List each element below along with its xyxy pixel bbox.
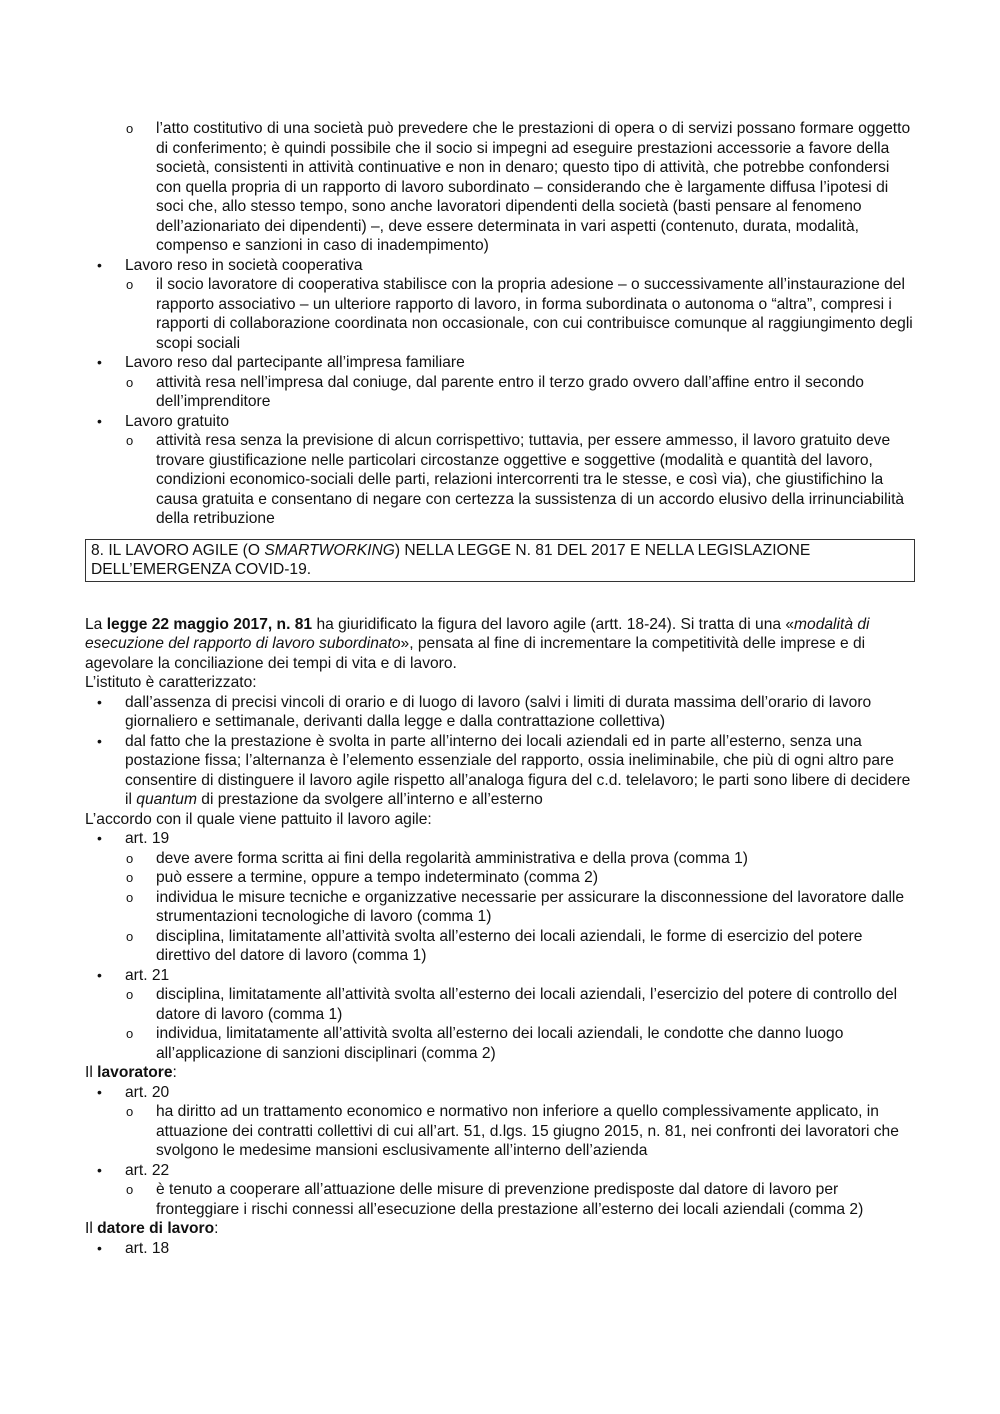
- sub-bullet-icon: o: [126, 374, 134, 390]
- list-item: [85, 119, 915, 256]
- list-item: [85, 732, 915, 810]
- sub-bullet-icon: o: [126, 850, 134, 866]
- bullet-icon: •: [97, 354, 102, 370]
- section-heading-text: ) NELLA LEGGE N. 81 DEL 2017 E NELLA LEGISLAZIONE DELL’EMERGENZA COVID-19.: [91, 541, 811, 578]
- list-item: [85, 412, 915, 432]
- list-item: [85, 868, 915, 888]
- document-page: [85, 119, 915, 1258]
- sub-item-text: attività resa senza la previsione di alcun corrispettivo; tuttavia, per essere ammesso, il lavoro gratuito deve trovare giustificazione nelle particolari circostanze oggettive e soggettive (modalità e quantità del lavoro, condizioni economico-sociali delle parti, relazioni intercorrenti tra le stesse, e così via), che giustifichino la causa gratuita e consentano di negare con certezza la sussistenza di un accordo elusivo della irrinunciabilità della retribuzione: [156, 432, 905, 527]
- sub-bullet-icon: o: [126, 928, 134, 944]
- bullet-icon: •: [97, 1161, 102, 1178]
- sub-item-text: individua, limitatamente all’attività svolta all’esterno dei locali aziendali, le condotte che danno luogo all’applicazione di sanzioni disciplinari (comma 2): [156, 1025, 844, 1062]
- item-text-emphasis: quantum: [136, 791, 197, 808]
- list-item: [85, 985, 915, 1024]
- intro-text: La: [85, 615, 107, 633]
- sub-bullet-icon: o: [126, 987, 134, 1002]
- sub-item-text: disciplina, limitatamente all’attività svolta all’esterno dei locali aziendali, l’esercizio del potere di controllo del datore di lavoro (comma 1): [156, 986, 898, 1023]
- list-item: [85, 1161, 915, 1181]
- item-text: art. 18: [125, 1239, 170, 1257]
- item-text: [125, 733, 910, 809]
- sub-bullet-icon: o: [126, 1026, 134, 1041]
- intro-text: », pensata al fine di incrementare la competitività delle imprese e di agevolare la conciliazione dei tempi di vita e di lavoro.: [85, 635, 866, 672]
- sub-bullet-icon: o: [126, 121, 134, 136]
- item-text: art. 21: [125, 966, 170, 984]
- item-text-part: di prestazione da svolgere all’interno e all’esterno: [196, 791, 543, 808]
- item-text-part: dal fatto che la prestazione è svolta in parte all’interno dei locali aziendali ed in parte all’esterno, senza una postazione fissa; l’alternanza è l’elemento essenziale del rapporto, ossia ineliminabile, che più di ogni altro pare consentire di distinguere il lavoro agile rispetto all’analoga figura del c.d. telelavoro; le parti sono libere di decidere il: [125, 732, 911, 808]
- sub-bullet-icon: o: [126, 1182, 134, 1197]
- law-reference: legge 22 maggio 2017, n. 81: [106, 615, 313, 633]
- item-text: Lavoro reso in società cooperativa: [125, 256, 363, 274]
- item-text: dall’assenza di precisi vincoli di orario e di luogo di lavoro (salvi i limiti di durata massima dell’orario di lavoro giornaliero e settimanale, derivanti dalla legge e dalla contrattazione collettiva): [125, 693, 872, 730]
- intro-quote: modalità di esecuzione del rapporto di lavoro subordinato: [85, 615, 870, 652]
- accordo-label: L’accordo con il quale viene pattuito il lavoro agile:: [85, 810, 432, 828]
- label-bold: lavoratore: [97, 1064, 173, 1081]
- intro-text: ha giuridificato la figura del lavoro agile (artt. 18-24). Si tratta di una «: [312, 615, 795, 633]
- section-heading-text: 8. IL LAVORO AGILE (O: [91, 541, 265, 559]
- bullet-icon: •: [97, 693, 102, 710]
- list-item: [85, 373, 915, 412]
- spacer: [85, 593, 915, 615]
- sub-item-text: individua le misure tecniche e organizzative necessarie per assicurare la disconnessione del lavoratore dalle strumentazioni tecnologiche di lavoro (comma 1): [156, 888, 905, 925]
- list-item: [85, 693, 915, 732]
- sub-bullet-icon: o: [126, 1104, 134, 1119]
- istituto-label: L’istituto è caratterizzato:: [85, 674, 257, 691]
- bullet-icon: •: [97, 1083, 102, 1100]
- sub-bullet-icon: o: [126, 870, 134, 885]
- label-bold: datore di lavoro: [97, 1220, 215, 1237]
- bullet-icon: •: [97, 1239, 102, 1256]
- item-text: art. 19: [125, 830, 170, 847]
- sub-bullet-icon: o: [126, 889, 134, 905]
- item-text: Lavoro gratuito: [125, 412, 230, 430]
- bullet-icon: •: [97, 830, 102, 846]
- bullet-icon: •: [97, 412, 102, 429]
- lavoratore-label: [85, 1063, 915, 1083]
- section-heading: [85, 539, 915, 582]
- list-item: [85, 829, 915, 849]
- item-text: Lavoro reso dal partecipante all’impresa familiare: [125, 354, 465, 371]
- bullet-icon: •: [97, 732, 102, 749]
- list-item: [85, 1180, 915, 1219]
- sub-item-text: ha diritto ad un trattamento economico e normativo non inferiore a quello complessivamente applicato, in attuazione dei contratti collettivi di cui all’art. 51, d.lgs. 15 giugno 2015, n. 81, nei confronti dei lavoratori che svolgono le medesime mansioni esclusivamente all’interno dell’azienda: [156, 1103, 899, 1159]
- list-item: [85, 1102, 915, 1161]
- list-item: [85, 1239, 915, 1259]
- list-item: [85, 431, 915, 529]
- item-text: art. 22: [125, 1161, 170, 1179]
- label-text: Il: [85, 1220, 98, 1237]
- list-item: [85, 353, 915, 373]
- list-item: [85, 966, 915, 986]
- sub-item-text: deve avere forma scritta ai fini della regolarità amministrativa e della prova (comma 1): [156, 849, 748, 867]
- sub-bullet-icon: o: [126, 277, 134, 292]
- bullet-icon: •: [97, 966, 102, 983]
- intro-paragraph: [85, 615, 915, 674]
- sub-item-text: disciplina, limitatamente all’attività svolta all’esterno dei locali aziendali, le forme di esercizio del potere direttivo del datore di lavoro (comma 1): [156, 927, 863, 964]
- label-text: :: [172, 1064, 177, 1081]
- sub-item-text: attività resa nell’impresa dal coniuge, dal parente entro il terzo grado ovvero dall’affine entro il secondo dell’imprenditore: [156, 373, 864, 410]
- list-item: [85, 927, 915, 966]
- sub-item-text: il socio lavoratore di cooperativa stabilisce con la propria adesione – o successivamente all’instaurazione del rapporto associativo – un ulteriore rapporto di lavoro, in forma subordinata o autonoma o “altra”, compresi i rapporti di collaborazione coordinata non occasionale, con cui contribuisce comunque al raggiungimento degli scopi sociali: [156, 276, 913, 352]
- label-text: :: [214, 1220, 219, 1237]
- sub-item-text: l’atto costitutivo di una società può prevedere che le prestazioni di opera o di servizi possano formare oggetto di conferimento; è quindi possibile che il socio si impegni ad eseguire prestazioni accessorie a favore della società, consistenti in attività continuative e non in denaro; questo tipo di attività, che potrebbe confondersi con quella propria di un rapporto di lavoro subordinato – considerando che è largamente diffusa l’ipotesi di soci che, allo stesso tempo, sono anche lavoratori dipendenti della società (basti pensare al fenomeno dell’azionariato dei dipendenti) –, deve essere determinata in vari aspetti (contenuto, durata, modalità, compenso e sanzioni in caso di inadempimento): [156, 120, 911, 254]
- list-item: [85, 1083, 915, 1103]
- sub-bullet-icon: o: [126, 433, 134, 448]
- datore-label: [85, 1219, 915, 1239]
- list-item: [85, 275, 915, 353]
- section-heading-emphasis: SMARTWORKING: [264, 541, 395, 559]
- sub-item-text: può essere a termine, oppure a tempo indeterminato (comma 2): [156, 869, 599, 886]
- list-item: [85, 888, 915, 927]
- sub-item-text: è tenuto a cooperare all’attuazione delle misure di prevenzione predisposte dal datore di lavoro per fronteggiare i rischi connessi all’esecuzione della prestazione all’esterno dei locali aziendali (comma 2): [156, 1181, 864, 1218]
- list-item: [85, 849, 915, 869]
- label-text: Il: [85, 1064, 98, 1081]
- bullet-icon: •: [97, 256, 102, 273]
- item-text: art. 20: [125, 1083, 170, 1101]
- list-item: [85, 256, 915, 276]
- list-item: [85, 1024, 915, 1063]
